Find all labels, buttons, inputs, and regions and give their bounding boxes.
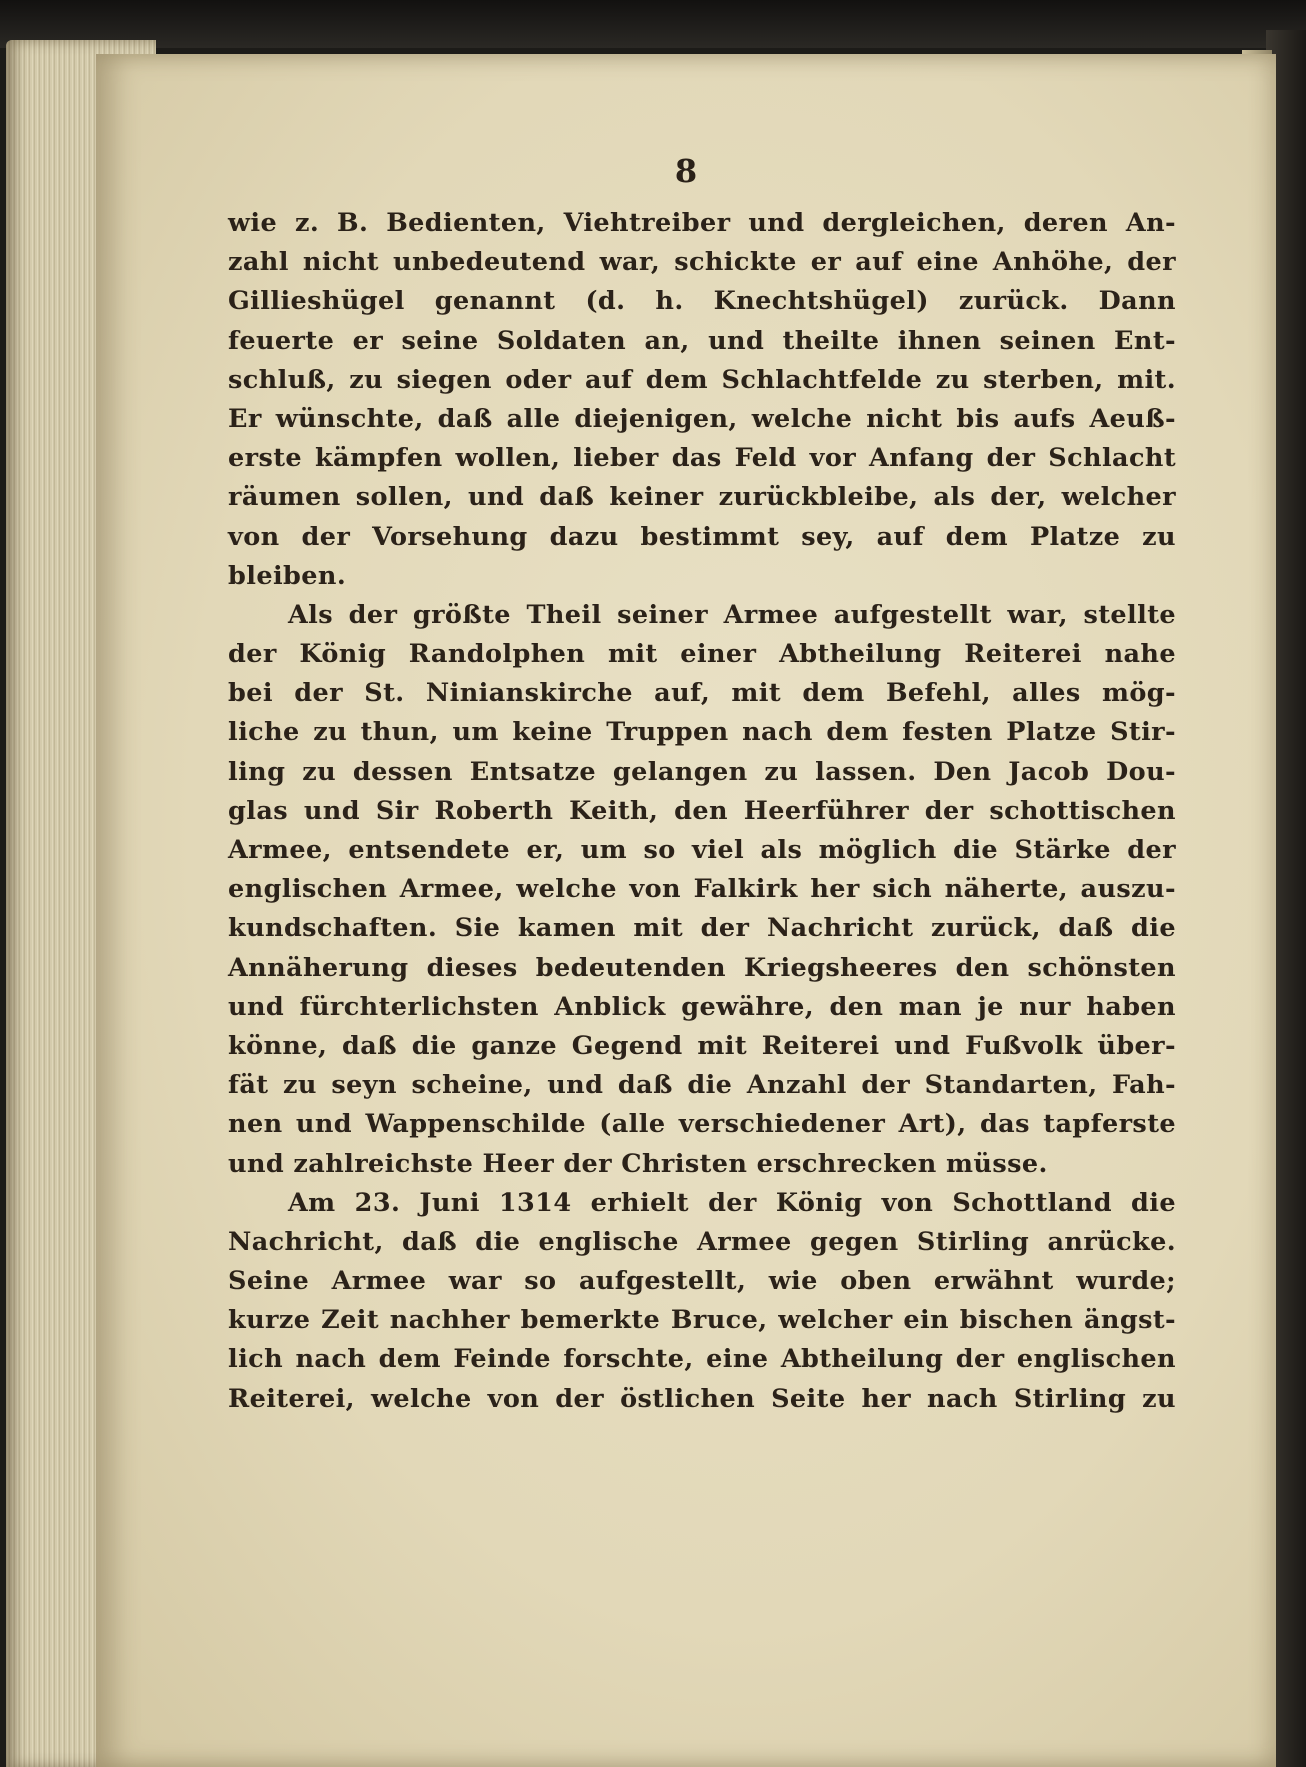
text-line: Armee, entsendete er, um so viel als möglich die Stärke der — [228, 835, 1176, 865]
text-line: feuerte er seine Soldaten an, und theilte ihnen seinen Ent- — [228, 325, 1176, 356]
text-line: Nachricht, daß die englische Armee gegen Stirling anrücke. — [228, 1226, 1176, 1257]
text-line: lich nach dem Feinde forschte, eine Abtheilung der englischen — [228, 1344, 1176, 1375]
text-line: von der Vorsehung dazu bestimmt sey, auf dem Platze zu — [228, 521, 1176, 552]
text-line: Annäherung dieses bedeutenden Kriegsheeres den schönsten — [228, 952, 1176, 983]
text-line: liche zu thun, um keine Truppen nach dem festen Platze Stir- — [228, 717, 1176, 748]
text-line: könne, daß die ganze Gegend mit Reiterei und Fußvolk über- — [228, 1030, 1176, 1061]
text-line: schluß, zu siegen oder auf dem Schlachtfelde zu sterben, mit. — [228, 364, 1176, 395]
text-line: räumen sollen, und daß keiner zurückbleibe, als der, welcher — [228, 482, 1176, 513]
text-line: bei der St. Ninianskirche auf, mit dem Befehl, alles mög- — [228, 678, 1176, 709]
text-line: nen und Wappenschilde (alle verschiedener Art), das tapferste — [228, 1109, 1176, 1140]
text-line: Reiterei, welche von der östlichen Seite her nach Stirling zu — [228, 1383, 1176, 1414]
page-text — [228, 204, 1176, 1419]
text-line: erste kämpfen wollen, lieber das Feld vor Anfang der Schlacht — [228, 443, 1176, 474]
text-line: bleiben. — [228, 560, 347, 591]
book-cover-top — [0, 0, 1306, 48]
text-line: und zahlreichste Heer der Christen erschrecken müsse. — [228, 1148, 1048, 1179]
page-number: 8 — [674, 152, 698, 190]
text-line: Er wünschte, daß alle diejenigen, welche nicht bis aufs Aeuß- — [228, 403, 1176, 434]
paragraph-start-line: Am 23. Juni 1314 erhielt der König von Schottland die — [288, 1187, 1176, 1218]
text-line: Gillieshügel genannt (d. h. Knechtshügel) zurück. Dann — [228, 286, 1176, 317]
text-line: Seine Armee war so aufgestellt, wie oben erwähnt wurde; — [228, 1266, 1176, 1297]
text-line: und fürchterlichsten Anblick gewähre, den man je nur haben — [228, 991, 1176, 1022]
text-line: zahl nicht unbedeutend war, schickte er auf eine Anhöhe, der — [228, 247, 1176, 278]
text-line: glas und Sir Roberth Keith, den Heerführer der schottischen — [228, 795, 1176, 826]
paragraph-start-line: Als der größte Theil seiner Armee aufgestellt war, stellte — [288, 599, 1176, 630]
text-line: kurze Zeit nachher bemerkte Bruce, welcher ein bischen ängst- — [228, 1305, 1176, 1336]
text-line: der König Randolphen mit einer Abtheilung Reiterei nahe — [228, 639, 1176, 670]
text-line: fät zu seyn scheine, und daß die Anzahl der Standarten, Fah- — [228, 1070, 1176, 1101]
text-line: ling zu dessen Entsatze gelangen zu lassen. Den Jacob Dou- — [228, 756, 1176, 787]
book-page — [96, 54, 1276, 1767]
text-line: wie z. B. Bedienten, Viehtreiber und dergleichen, deren An- — [228, 208, 1176, 238]
text-line: englischen Armee, welche von Falkirk her sich näherte, auszu- — [228, 874, 1176, 905]
text-line: kundschaften. Sie kamen mit der Nachricht zurück, daß die — [228, 913, 1176, 944]
